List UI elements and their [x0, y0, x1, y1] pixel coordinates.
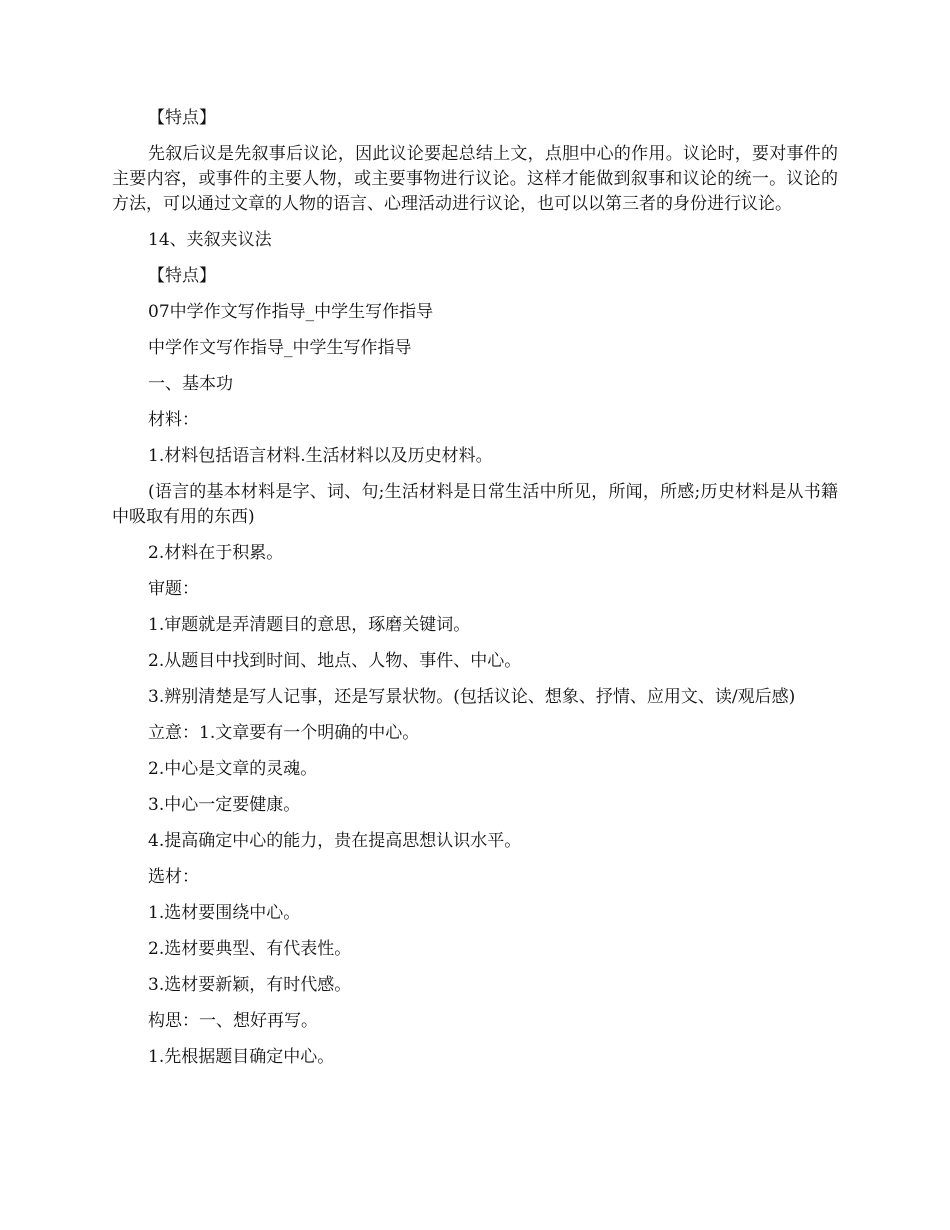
materials-item-1: 1.材料包括语言材料.生活材料以及历史材料。 — [148, 446, 493, 466]
selection-item-2: 2.选材要典型、有代表性。 — [148, 939, 352, 959]
theme-item-4: 4.提高确定中心的能力，贵在提高思想认识水平。 — [148, 831, 522, 851]
selection-item-1: 1.选材要围绕中心。 — [148, 903, 301, 923]
label-materials: 材料： — [148, 410, 199, 430]
article-subtitle: 中学作文写作指导_中学生写作指导 — [148, 338, 412, 358]
theme-item-3: 3.中心一定要健康。 — [148, 795, 301, 815]
topic-review-item-2: 2.从题目中找到时间、地点、人物、事件、中心。 — [148, 651, 522, 671]
materials-note: (语言的基本材料是字、词、句;生活材料是日常生活中所见，所闻，所感;历史材料是从书籍中吸取有用的东西) — [112, 482, 838, 527]
selection-item-3: 3.选材要新颖，有时代感。 — [148, 975, 352, 995]
heading-features: 【特点】 — [148, 108, 216, 128]
topic-review-item-3: 3.辨别清楚是写人记事，还是写景状物。(包括议论、想象、抒情、应用文、读/观后感) — [148, 687, 796, 707]
theme-item-1: 立意：1.文章要有一个明确的中心。 — [148, 723, 420, 743]
section-title-14: 14、夹叙夹议法 — [148, 230, 272, 250]
materials-item-2: 2.材料在于积累。 — [148, 543, 284, 563]
label-conception: 构思：一、想好再写。 — [148, 1011, 318, 1031]
paragraph-narrate-then-argue: 先叙后议是先叙事后议论，因此议论要起总结上文，点胆中心的作用。议论时，要对事件的主要内容，或事件的主要人物，或主要事物进行议论。这样才能做到叙事和议论的统一。议论的方法，可以通过文章的人物的语言、心理活动进行议论，也可以以第三者的身份进行议论。 — [112, 144, 838, 214]
conception-item-1: 1.先根据题目确定中心。 — [148, 1047, 335, 1067]
topic-review-item-1: 1.审题就是弄清题目的意思，琢磨关键词。 — [148, 615, 471, 635]
document-body — [112, 106, 838, 1081]
label-material-selection: 选材： — [148, 867, 199, 887]
theme-item-2: 2.中心是文章的灵魂。 — [148, 759, 318, 779]
heading-features-2: 【特点】 — [148, 266, 216, 286]
article-title: 07中学作文写作指导_中学生写作指导 — [148, 302, 434, 322]
label-topic-review: 审题： — [148, 579, 199, 599]
section-basic-skills: 一、基本功 — [148, 374, 233, 394]
